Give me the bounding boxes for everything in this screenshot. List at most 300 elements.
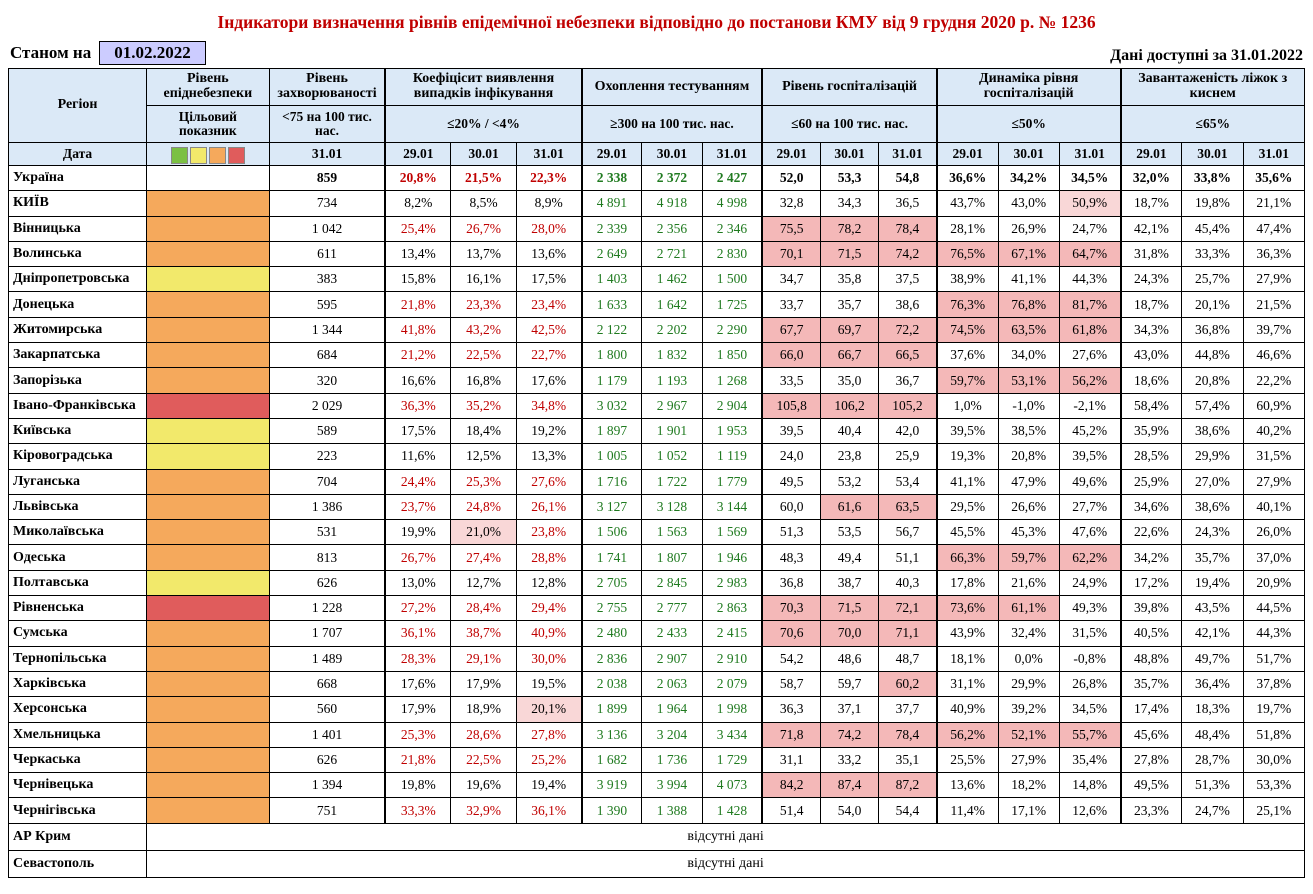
row-hosp-13-0: 60,0 [762,494,820,519]
row-hosp-0-0: 52,0 [762,166,820,191]
row-testing-25-0: 1 390 [582,798,642,823]
row-dynamics-5-1: 76,8% [998,292,1059,317]
row-detection-18-1: 38,7% [451,621,516,646]
row-hosp-2-0: 75,5 [762,216,820,241]
row-hosp-8-1: 35,0 [820,368,878,393]
row-dynamics-8-0: 59,7% [937,368,998,393]
row-testing-9-2: 2 904 [702,393,762,418]
row-dynamics-3-2: 64,7% [1059,241,1120,266]
as-of-label: Станом на [10,43,92,62]
row-dynamics-7-1: 34,0% [998,343,1059,368]
row-testing-14-0: 1 506 [582,520,642,545]
row-testing-14-2: 1 569 [702,520,762,545]
row-detection-13-0: 23,7% [385,494,450,519]
row-detection-2-0: 25,4% [385,216,450,241]
row-dynamics-25-2: 12,6% [1059,798,1120,823]
row-incidence-11: 223 [269,444,385,469]
row-testing-24-1: 3 994 [642,773,702,798]
row-hosp-22-1: 74,2 [820,722,878,747]
row-hosp-17-1: 71,5 [820,596,878,621]
row-dynamics-13-0: 29,5% [937,494,998,519]
row-detection-6-0: 41,8% [385,317,450,342]
row-detection-3-2: 13,6% [516,241,581,266]
row-detection-4-0: 15,8% [385,267,450,292]
row-testing-18-1: 2 433 [642,621,702,646]
row-dynamics-15-1: 59,7% [998,545,1059,570]
row-hosp-17-2: 72,1 [879,596,937,621]
row-oxygen-7-1: 44,8% [1182,343,1243,368]
row-oxygen-1-0: 18,7% [1121,191,1182,216]
row-testing-6-2: 2 290 [702,317,762,342]
row-testing-7-1: 1 832 [642,343,702,368]
row-testing-14-1: 1 563 [642,520,702,545]
row-dynamics-22-2: 55,7% [1059,722,1120,747]
row-oxygen-2-0: 42,1% [1121,216,1182,241]
row-hosp-8-2: 36,7 [879,368,937,393]
table-row-no-data [9,823,1305,850]
row-testing-20-2: 2 079 [702,671,762,696]
row-testing-24-2: 4 073 [702,773,762,798]
row-oxygen-18-0: 40,5% [1121,621,1182,646]
row-oxygen-7-2: 46,6% [1243,343,1304,368]
table-row [9,343,1305,368]
row-oxygen-21-0: 17,4% [1121,697,1182,722]
col-header-detection: Коефіцісит виявлення випадків інфікування [385,69,581,106]
table-row [9,545,1305,570]
target-incidence: <75 на 100 тис. нас. [269,106,385,143]
row-incidence-4: 383 [269,267,385,292]
row-incidence-1: 734 [269,191,385,216]
no-data-region-1: Севастополь [9,850,147,877]
row-testing-8-0: 1 179 [582,368,642,393]
row-hosp-21-1: 37,1 [820,697,878,722]
row-hosp-1-1: 34,3 [820,191,878,216]
row-hosp-20-2: 60,2 [879,671,937,696]
row-hosp-15-0: 48,3 [762,545,820,570]
target-label: Цільовий показник [147,106,270,143]
row-region-24: Чернівецька [9,773,147,798]
row-oxygen-12-2: 27,9% [1243,469,1304,494]
row-detection-3-0: 13,4% [385,241,450,266]
date-incidence-31: 31.01 [269,143,385,166]
row-hosp-24-0: 84,2 [762,773,820,798]
row-hosp-3-0: 70,1 [762,241,820,266]
row-detection-21-2: 20,1% [516,697,581,722]
row-hosp-6-1: 69,7 [820,317,878,342]
row-oxygen-15-1: 35,7% [1182,545,1243,570]
row-testing-7-0: 1 800 [582,343,642,368]
row-testing-4-1: 1 462 [642,267,702,292]
row-dynamics-20-0: 31,1% [937,671,998,696]
date-dyn-1: 30.01 [998,143,1059,166]
date-label: Дата [9,143,147,166]
row-hosp-23-0: 31,1 [762,747,820,772]
row-detection-8-0: 16,6% [385,368,450,393]
report-meta-bar [8,41,1305,68]
row-testing-17-1: 2 777 [642,596,702,621]
row-incidence-22: 1 401 [269,722,385,747]
row-level-5 [147,292,270,317]
col-header-hospitalization: Рівень госпіталізацій [762,69,936,106]
row-oxygen-10-0: 35,9% [1121,418,1182,443]
table-row [9,671,1305,696]
row-oxygen-10-1: 38,6% [1182,418,1243,443]
row-testing-20-0: 2 038 [582,671,642,696]
row-hosp-5-2: 38,6 [879,292,937,317]
row-detection-17-1: 28,4% [451,596,516,621]
table-row [9,368,1305,393]
row-testing-7-2: 1 850 [702,343,762,368]
row-hosp-25-2: 54,4 [879,798,937,823]
row-dynamics-13-1: 26,6% [998,494,1059,519]
row-level-15 [147,545,270,570]
table-row [9,747,1305,772]
row-detection-20-2: 19,5% [516,671,581,696]
row-testing-0-2: 2 427 [702,166,762,191]
row-hosp-2-1: 78,2 [820,216,878,241]
target-detection: ≤20% / <4% [385,106,581,143]
row-dynamics-10-0: 39,5% [937,418,998,443]
row-dynamics-4-0: 38,9% [937,267,998,292]
row-region-21: Херсонська [9,697,147,722]
row-region-9: Івано-Франківська [9,393,147,418]
row-oxygen-13-2: 40,1% [1243,494,1304,519]
row-detection-10-2: 19,2% [516,418,581,443]
row-dynamics-20-2: 26,8% [1059,671,1120,696]
row-testing-1-2: 4 998 [702,191,762,216]
indicators-table [8,68,1305,878]
table-row [9,241,1305,266]
row-testing-21-0: 1 899 [582,697,642,722]
row-testing-25-1: 1 388 [642,798,702,823]
row-level-9 [147,393,270,418]
row-detection-11-1: 12,5% [451,444,516,469]
row-dynamics-25-0: 11,4% [937,798,998,823]
row-testing-15-0: 1 741 [582,545,642,570]
date-testing-2: 31.01 [702,143,762,166]
row-dynamics-1-0: 43,7% [937,191,998,216]
row-dynamics-2-1: 26,9% [998,216,1059,241]
row-detection-9-0: 36,3% [385,393,450,418]
row-oxygen-25-0: 23,3% [1121,798,1182,823]
date-hosp-1: 30.01 [820,143,878,166]
row-dynamics-4-1: 41,1% [998,267,1059,292]
row-dynamics-6-2: 61,8% [1059,317,1120,342]
row-region-0: Україна [9,166,147,191]
row-detection-0-1: 21,5% [451,166,516,191]
row-hosp-21-0: 36,3 [762,697,820,722]
as-of-block [10,41,206,65]
row-detection-12-2: 27,6% [516,469,581,494]
row-testing-4-0: 1 403 [582,267,642,292]
row-testing-12-1: 1 722 [642,469,702,494]
no-data-text-0: відсутні дані [147,823,1305,850]
header-row-targets [9,106,1305,143]
table-row [9,216,1305,241]
row-hosp-23-1: 33,2 [820,747,878,772]
legend-swatch-2 [209,147,226,164]
row-oxygen-0-1: 33,8% [1182,166,1243,191]
row-testing-21-1: 1 964 [642,697,702,722]
row-oxygen-4-2: 27,9% [1243,267,1304,292]
row-incidence-21: 560 [269,697,385,722]
row-hosp-18-0: 70,6 [762,621,820,646]
date-hosp-2: 31.01 [879,143,937,166]
row-dynamics-17-1: 61,1% [998,596,1059,621]
date-oxy-1: 30.01 [1182,143,1243,166]
row-detection-15-2: 28,8% [516,545,581,570]
row-hosp-9-2: 105,2 [879,393,937,418]
row-detection-10-1: 18,4% [451,418,516,443]
row-testing-3-2: 2 830 [702,241,762,266]
row-detection-15-1: 27,4% [451,545,516,570]
row-oxygen-14-0: 22,6% [1121,520,1182,545]
row-incidence-18: 1 707 [269,621,385,646]
row-oxygen-9-2: 60,9% [1243,393,1304,418]
row-oxygen-5-2: 21,5% [1243,292,1304,317]
row-testing-18-0: 2 480 [582,621,642,646]
row-hosp-0-1: 53,3 [820,166,878,191]
row-detection-11-2: 13,3% [516,444,581,469]
row-oxygen-15-2: 37,0% [1243,545,1304,570]
row-dynamics-21-1: 39,2% [998,697,1059,722]
row-hosp-16-2: 40,3 [879,570,937,595]
date-dyn-0: 29.01 [937,143,998,166]
col-header-oxygen: Завантаженість ліжок з киснем [1121,69,1305,106]
row-dynamics-12-2: 49,6% [1059,469,1120,494]
col-header-incidence: Рівень захворюваності [269,69,385,106]
row-dynamics-22-0: 56,2% [937,722,998,747]
table-row [9,494,1305,519]
row-oxygen-22-0: 45,6% [1121,722,1182,747]
row-hosp-22-2: 78,4 [879,722,937,747]
row-level-13 [147,494,270,519]
row-dynamics-9-0: 1,0% [937,393,998,418]
row-detection-25-1: 32,9% [451,798,516,823]
row-dynamics-18-0: 43,9% [937,621,998,646]
row-oxygen-2-2: 47,4% [1243,216,1304,241]
row-detection-19-0: 28,3% [385,646,450,671]
row-level-11 [147,444,270,469]
row-detection-20-1: 17,9% [451,671,516,696]
row-detection-15-0: 26,7% [385,545,450,570]
table-body [9,166,1305,878]
row-level-12 [147,469,270,494]
row-detection-17-2: 29,4% [516,596,581,621]
row-hosp-24-2: 87,2 [879,773,937,798]
row-region-16: Полтавська [9,570,147,595]
row-detection-16-2: 12,8% [516,570,581,595]
row-dynamics-19-0: 18,1% [937,646,998,671]
row-level-0 [147,166,270,191]
row-hosp-7-1: 66,7 [820,343,878,368]
row-hosp-16-0: 36,8 [762,570,820,595]
row-dynamics-24-2: 14,8% [1059,773,1120,798]
row-hosp-6-2: 72,2 [879,317,937,342]
row-testing-17-2: 2 863 [702,596,762,621]
row-incidence-6: 1 344 [269,317,385,342]
row-detection-20-0: 17,6% [385,671,450,696]
row-dynamics-8-1: 53,1% [998,368,1059,393]
row-oxygen-0-0: 32,0% [1121,166,1182,191]
row-oxygen-17-1: 43,5% [1182,596,1243,621]
row-oxygen-8-1: 20,8% [1182,368,1243,393]
row-testing-15-1: 1 807 [642,545,702,570]
row-dynamics-6-1: 63,5% [998,317,1059,342]
row-testing-23-2: 1 729 [702,747,762,772]
row-region-20: Харківська [9,671,147,696]
row-hosp-12-0: 49,5 [762,469,820,494]
row-oxygen-11-1: 29,9% [1182,444,1243,469]
row-level-7 [147,343,270,368]
row-testing-18-2: 2 415 [702,621,762,646]
row-region-17: Рівненська [9,596,147,621]
row-region-15: Одеська [9,545,147,570]
row-oxygen-4-1: 25,7% [1182,267,1243,292]
row-dynamics-17-0: 73,6% [937,596,998,621]
row-dynamics-23-0: 25,5% [937,747,998,772]
row-region-11: Кіровоградська [9,444,147,469]
row-detection-1-1: 8,5% [451,191,516,216]
row-hosp-14-2: 56,7 [879,520,937,545]
row-testing-6-1: 2 202 [642,317,702,342]
table-head [9,69,1305,166]
table-row [9,267,1305,292]
row-oxygen-6-1: 36,8% [1182,317,1243,342]
table-row [9,621,1305,646]
table-row [9,798,1305,823]
row-dynamics-10-1: 38,5% [998,418,1059,443]
as-of-date: 01.02.2022 [99,41,206,65]
row-detection-8-1: 16,8% [451,368,516,393]
row-testing-12-2: 1 779 [702,469,762,494]
row-level-8 [147,368,270,393]
row-dynamics-18-1: 32,4% [998,621,1059,646]
data-available-label: Дані доступні за 31.01.2022 [1110,47,1303,64]
row-hosp-11-1: 23,8 [820,444,878,469]
table-row [9,697,1305,722]
row-oxygen-4-0: 24,3% [1121,267,1182,292]
row-hosp-7-0: 66,0 [762,343,820,368]
row-hosp-1-2: 36,5 [879,191,937,216]
legend-cell [147,143,270,166]
row-detection-23-1: 22,5% [451,747,516,772]
row-region-6: Житомирська [9,317,147,342]
row-dynamics-24-1: 18,2% [998,773,1059,798]
row-region-1: КИЇВ [9,191,147,216]
row-oxygen-7-0: 43,0% [1121,343,1182,368]
row-oxygen-23-0: 27,8% [1121,747,1182,772]
row-hosp-3-2: 74,2 [879,241,937,266]
page-title: Індикатори визначення рівнів епідемічної небезпеки відповідно до постанови КМУ від 9 грудня 2020 р. № 1236 [217,12,1096,32]
row-dynamics-1-2: 50,9% [1059,191,1120,216]
row-testing-6-0: 2 122 [582,317,642,342]
row-detection-8-2: 17,6% [516,368,581,393]
row-dynamics-25-1: 17,1% [998,798,1059,823]
row-detection-12-0: 24,4% [385,469,450,494]
row-incidence-7: 684 [269,343,385,368]
row-level-21 [147,697,270,722]
row-testing-13-1: 3 128 [642,494,702,519]
date-detection-1: 30.01 [451,143,516,166]
target-hospitalization: ≤60 на 100 тис. нас. [762,106,936,143]
row-hosp-15-2: 51,1 [879,545,937,570]
row-detection-6-2: 42,5% [516,317,581,342]
row-hosp-8-0: 33,5 [762,368,820,393]
header-row-dates [9,143,1305,166]
row-detection-7-1: 22,5% [451,343,516,368]
row-oxygen-3-2: 36,3% [1243,241,1304,266]
row-oxygen-16-0: 17,2% [1121,570,1182,595]
row-hosp-12-2: 53,4 [879,469,937,494]
row-region-18: Сумська [9,621,147,646]
row-incidence-3: 611 [269,241,385,266]
row-detection-5-2: 23,4% [516,292,581,317]
row-oxygen-20-1: 36,4% [1182,671,1243,696]
row-level-6 [147,317,270,342]
row-hosp-13-1: 61,6 [820,494,878,519]
table-row [9,570,1305,595]
row-dynamics-24-0: 13,6% [937,773,998,798]
row-level-18 [147,621,270,646]
row-oxygen-10-2: 40,2% [1243,418,1304,443]
table-row [9,292,1305,317]
row-incidence-19: 1 489 [269,646,385,671]
row-incidence-16: 626 [269,570,385,595]
row-dynamics-14-1: 45,3% [998,520,1059,545]
row-detection-19-1: 29,1% [451,646,516,671]
row-hosp-25-0: 51,4 [762,798,820,823]
target-testing: ≥300 на 100 тис. нас. [582,106,763,143]
row-oxygen-21-1: 18,3% [1182,697,1243,722]
row-oxygen-12-0: 25,9% [1121,469,1182,494]
row-testing-10-1: 1 901 [642,418,702,443]
row-hosp-6-0: 67,7 [762,317,820,342]
row-detection-4-2: 17,5% [516,267,581,292]
row-oxygen-11-2: 31,5% [1243,444,1304,469]
row-hosp-3-1: 71,5 [820,241,878,266]
row-detection-13-1: 24,8% [451,494,516,519]
row-testing-0-1: 2 372 [642,166,702,191]
row-level-20 [147,671,270,696]
row-incidence-9: 2 029 [269,393,385,418]
row-oxygen-6-0: 34,3% [1121,317,1182,342]
row-region-10: Київська [9,418,147,443]
row-testing-16-0: 2 705 [582,570,642,595]
row-oxygen-1-1: 19,8% [1182,191,1243,216]
table-row [9,773,1305,798]
row-dynamics-5-0: 76,3% [937,292,998,317]
row-oxygen-14-1: 24,3% [1182,520,1243,545]
row-detection-4-1: 16,1% [451,267,516,292]
row-testing-4-2: 1 500 [702,267,762,292]
row-dynamics-21-0: 40,9% [937,697,998,722]
row-region-3: Волинська [9,241,147,266]
row-hosp-12-1: 53,2 [820,469,878,494]
row-level-22 [147,722,270,747]
row-region-4: Дніпропетровська [9,267,147,292]
table-row [9,520,1305,545]
row-testing-1-0: 4 891 [582,191,642,216]
row-hosp-14-0: 51,3 [762,520,820,545]
row-region-19: Тернопільська [9,646,147,671]
row-detection-7-2: 22,7% [516,343,581,368]
row-dynamics-19-1: 0,0% [998,646,1059,671]
row-dynamics-3-0: 76,5% [937,241,998,266]
row-detection-24-0: 19,8% [385,773,450,798]
row-testing-13-0: 3 127 [582,494,642,519]
row-dynamics-2-2: 24,7% [1059,216,1120,241]
